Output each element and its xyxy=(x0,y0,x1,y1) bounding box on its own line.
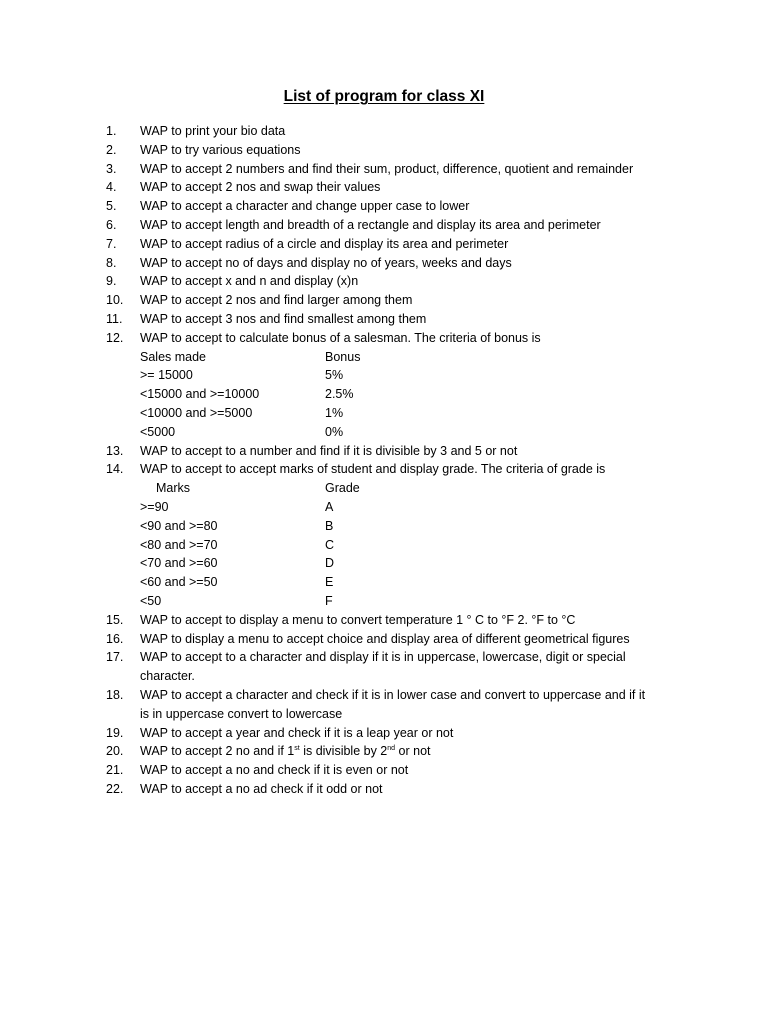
list-item xyxy=(0,761,768,780)
item-number: 11. xyxy=(106,311,123,326)
table-row xyxy=(0,517,768,536)
table-cell: 5% xyxy=(325,368,344,383)
list-item xyxy=(0,160,768,179)
table-row xyxy=(0,366,768,385)
list-item xyxy=(0,329,768,348)
item-number: 13. xyxy=(106,443,124,458)
item-number: 8. xyxy=(106,255,117,270)
item-number: 18. xyxy=(106,687,124,702)
item-text: WAP to accept to a character and display if it is in uppercase, lowercase, digit or special xyxy=(140,650,626,665)
item-text: WAP to accept to a number and find if it is divisible by 3 and 5 or not xyxy=(140,443,518,458)
list-item xyxy=(0,122,768,141)
item-text: WAP to accept a no ad check if it odd or not xyxy=(140,781,383,796)
table-cell: <10000 and >=5000 xyxy=(140,405,253,420)
column-header: Bonus xyxy=(325,349,361,364)
list-item xyxy=(0,272,768,291)
list-item xyxy=(0,724,768,743)
list-item xyxy=(0,648,768,667)
item-number: 6. xyxy=(106,217,117,232)
grade-table-header xyxy=(0,479,768,498)
table-cell: B xyxy=(325,518,334,533)
item-text: WAP to accept to accept marks of student and display grade. The criteria of grade is xyxy=(140,462,606,477)
item-number: 17. xyxy=(106,650,124,665)
table-cell: <15000 and >=10000 xyxy=(140,387,260,402)
list-item xyxy=(0,291,768,310)
list-item xyxy=(0,254,768,273)
item-text: WAP to accept to calculate bonus of a salesman. The criteria of bonus is xyxy=(140,330,541,345)
column-header: Grade xyxy=(325,481,360,496)
item-text: WAP to accept 2 nos and swap their values xyxy=(140,180,381,195)
item-text: WAP to print your bio data xyxy=(140,124,286,138)
item-text-part: WAP to accept 2 no and if 1 xyxy=(140,744,295,759)
table-cell: <80 and >=70 xyxy=(140,537,218,552)
item-number: 14. xyxy=(106,462,124,477)
item-number: 15. xyxy=(106,612,124,627)
table-row xyxy=(0,536,768,555)
table-cell: <70 and >=60 xyxy=(140,556,218,571)
item-text-part: is divisible by 2 xyxy=(299,744,388,759)
item-number: 10. xyxy=(106,293,124,308)
item-text: WAP to accept a character and check if it is in lower case and convert to uppercase and if it xyxy=(140,687,646,702)
item-number: 7. xyxy=(106,236,117,251)
item-text: WAP to accept a character and change upper case to lower xyxy=(140,199,470,214)
superscript: st xyxy=(294,745,300,753)
item-text: WAP to accept no of days and display no of years, weeks and days xyxy=(140,255,512,270)
item-number: 2. xyxy=(106,142,117,157)
table-row xyxy=(0,385,768,404)
table-cell: >= 15000 xyxy=(140,368,193,383)
bonus-table-header xyxy=(0,348,768,367)
table-cell: A xyxy=(325,499,334,514)
table-row xyxy=(0,404,768,423)
table-cell: 0% xyxy=(325,424,344,439)
table-cell: D xyxy=(325,556,335,571)
list-item xyxy=(0,780,768,799)
column-header: Sales made xyxy=(140,349,207,364)
item-number: 1. xyxy=(106,124,117,138)
item-text: WAP to accept a year and check if it is a leap year or not xyxy=(140,725,454,740)
table-cell: 1% xyxy=(325,405,344,420)
list-item xyxy=(0,141,768,160)
list-item xyxy=(0,235,768,254)
table-row xyxy=(0,423,768,442)
item-number: 12. xyxy=(106,330,124,345)
table-row xyxy=(0,573,768,592)
table-row xyxy=(0,498,768,517)
item-number: 20. xyxy=(106,744,124,759)
table-cell: >=90 xyxy=(140,499,169,514)
item-number: 9. xyxy=(106,274,117,289)
list-item xyxy=(0,442,768,461)
page-title: List of program for class XI xyxy=(283,88,485,105)
column-header: Marks xyxy=(156,481,191,496)
list-item xyxy=(0,611,768,630)
list-item xyxy=(0,630,768,649)
list-item xyxy=(0,742,768,761)
item-number: 5. xyxy=(106,199,117,214)
list-item xyxy=(0,197,768,216)
item-number: 21. xyxy=(106,763,124,778)
item-number: 16. xyxy=(106,631,124,646)
list-item xyxy=(0,178,768,197)
table-cell: <5000 xyxy=(140,424,176,439)
list-item xyxy=(0,460,768,479)
item-text-continued: is in uppercase convert to lowercase xyxy=(140,706,343,721)
item-text: WAP to accept radius of a circle and display its area and perimeter xyxy=(140,236,509,251)
item-number: 19. xyxy=(106,725,124,740)
table-cell: C xyxy=(325,537,335,552)
table-cell: F xyxy=(325,593,333,608)
item-text-continued: character. xyxy=(140,669,195,684)
table-cell: <90 and >=80 xyxy=(140,518,218,533)
item-text: WAP to accept to display a menu to convert temperature 1 ° C to °F 2. °F to °C xyxy=(140,612,576,627)
item-text: WAP to try various equations xyxy=(140,142,301,157)
item-text-part: or not xyxy=(395,744,431,759)
table-cell: <60 and >=50 xyxy=(140,575,218,590)
item-text: WAP to accept a no and check if it is even or not xyxy=(140,763,409,778)
item-text: WAP to accept 3 nos and find smallest among them xyxy=(140,311,427,326)
table-cell: <50 xyxy=(140,593,162,608)
item-number: 3. xyxy=(106,161,117,176)
table-cell: E xyxy=(325,575,334,590)
item-text: WAP to accept length and breadth of a rectangle and display its area and perimeter xyxy=(140,217,601,232)
item-text: WAP to accept 2 nos and find larger among them xyxy=(140,293,413,308)
list-item-continuation xyxy=(0,667,768,686)
list-item xyxy=(0,310,768,329)
item-number: 4. xyxy=(106,180,117,195)
item-text: WAP to accept x and n and display (x)n xyxy=(140,274,359,289)
program-list xyxy=(0,122,768,799)
list-item-continuation xyxy=(0,705,768,724)
item-text xyxy=(140,742,431,761)
table-row xyxy=(0,592,768,611)
item-text: WAP to display a menu to accept choice and display area of different geometrical figures xyxy=(140,631,630,646)
list-item xyxy=(0,216,768,235)
item-number: 22. xyxy=(106,781,124,796)
superscript: nd xyxy=(387,745,396,753)
list-item xyxy=(0,686,768,705)
item-text: WAP to accept 2 numbers and find their sum, product, difference, quotient and remainder xyxy=(140,161,634,176)
table-cell: 2.5% xyxy=(325,387,354,402)
table-row xyxy=(0,554,768,573)
